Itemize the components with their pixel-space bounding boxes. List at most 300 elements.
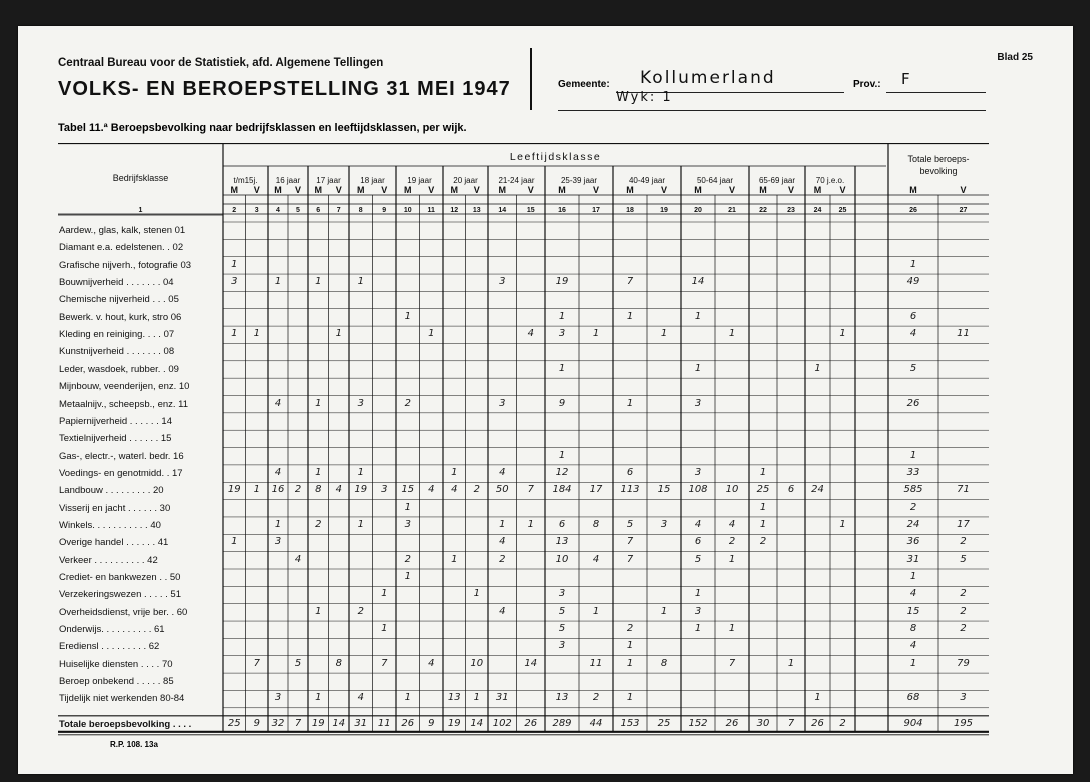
cell-value: 1: [253, 328, 260, 340]
cell-value: 1: [660, 605, 668, 617]
row-label: Leder, wasdoek, rubber. . 09: [59, 363, 179, 375]
age-group-label: 21-24 jaar: [498, 176, 535, 185]
cell-value: 1: [499, 518, 506, 530]
total-cell-value: 26: [725, 717, 739, 729]
cell-value: 3: [558, 328, 566, 340]
cell-value: 1: [404, 310, 411, 322]
row-label: Grafische nijverh., fotografie 03: [59, 259, 192, 271]
female-col-label: V: [335, 185, 342, 195]
cell-value: 1: [592, 605, 600, 617]
male-col-label: M: [314, 185, 322, 195]
cell-value: 3: [381, 484, 388, 496]
row-label: Overheidsdienst, vrije ber. . 60: [59, 606, 188, 618]
column-number: 25: [838, 207, 847, 214]
cell-value: 1: [728, 328, 736, 340]
cell-value: 1: [357, 276, 364, 288]
cell-value: 1: [315, 397, 322, 409]
cell-value: 4: [694, 518, 702, 530]
column-number: 22: [759, 207, 767, 214]
column-number: 27: [959, 207, 968, 214]
female-col-label: V: [294, 185, 302, 195]
cell-value: 4: [909, 588, 917, 600]
cell-value: 1: [814, 692, 821, 704]
cell-value: 5: [558, 605, 566, 617]
row-label: Voedings- en genotmidd. . 17: [59, 467, 183, 479]
cell-value: 1: [357, 518, 364, 530]
cell-value: 16: [271, 484, 285, 496]
column-number: 14: [498, 207, 507, 214]
age-group-label: 16 jaar: [275, 176, 301, 185]
cell-value: 10: [470, 657, 484, 669]
cell-value: 1: [381, 588, 388, 600]
organization-header: Centraal Bureau voor de Statistiek, afd. Algemene Tellingen: [58, 57, 384, 69]
age-group-label: 25-39 jaar: [560, 176, 598, 185]
cell-value: 1: [558, 449, 566, 461]
total-cell-value: 9: [253, 717, 260, 729]
cell-value: 2: [960, 536, 967, 548]
cell-value: 6: [558, 518, 566, 530]
cell-value: 585: [903, 484, 923, 496]
cell-value: 2: [357, 605, 364, 617]
female-col-label: V: [253, 185, 260, 195]
row-label: Erediensl . . . . . . . . . 62: [59, 641, 160, 653]
cell-value: 9: [558, 397, 566, 409]
column-number: 16: [558, 207, 566, 214]
cell-value: 1: [759, 501, 767, 513]
column-number: 21: [728, 207, 736, 214]
cell-value: 3: [499, 276, 506, 288]
cell-value: 1: [694, 623, 702, 635]
row-label: Landbouw . . . . . . . . . 20: [59, 485, 164, 497]
female-col-label: V: [660, 185, 668, 195]
cell-value: 2: [728, 536, 736, 548]
column-number: 17: [592, 207, 600, 214]
row-label: Visserij en jacht . . . . . . 30: [59, 502, 171, 514]
cell-value: 6: [694, 536, 702, 548]
male-col-label: M: [626, 185, 634, 195]
female-col-label: V: [473, 185, 480, 195]
cell-value: 1: [404, 501, 411, 513]
cell-value: 3: [404, 518, 411, 530]
cell-value: 7: [728, 657, 736, 669]
cell-value: 1: [626, 657, 634, 669]
table-title: Tabel 11.ª Beroepsbevolking naar bedrijfsklassen en leeftijdsklassen, per wijk.: [58, 122, 467, 134]
cell-value: 3: [357, 397, 364, 409]
row-label: Gas-, electr.-, waterl. bedr. 16: [59, 450, 184, 462]
male-col-label: M: [813, 185, 822, 195]
cell-value: 15: [657, 484, 671, 496]
total-cell-value: 44: [589, 717, 603, 729]
age-group-label: 40-49 jaar: [628, 176, 666, 185]
form-code: R.P. 108. 13a: [110, 740, 158, 749]
column-number: 15: [526, 207, 535, 214]
cell-value: 1: [428, 328, 435, 340]
cell-value: 4: [909, 640, 917, 652]
cell-value: 17: [957, 518, 970, 530]
cell-value: 1: [404, 692, 411, 704]
cell-value: 2: [759, 536, 767, 548]
row-label: Aardew., glas, kalk, stenen 01: [59, 225, 186, 236]
cell-value: 6: [909, 310, 917, 322]
male-col-label: M: [357, 185, 365, 195]
age-group-label: 19 jaar: [407, 176, 432, 185]
cell-value: 6: [626, 466, 634, 478]
cell-value: 31: [495, 692, 509, 704]
cell-value: 12: [555, 466, 569, 478]
cell-value: 1: [253, 484, 260, 496]
cell-value: 3: [274, 692, 282, 704]
female-col-label: V: [839, 185, 846, 195]
column-number: 10: [403, 207, 412, 214]
cell-value: 1: [909, 258, 917, 270]
cell-value: 1: [660, 328, 668, 340]
row-label: Diamant e.a. edelstenen. . 02: [59, 242, 184, 254]
cell-value: 1: [335, 328, 342, 340]
cell-value: 3: [694, 466, 702, 478]
column-number: 19: [660, 207, 668, 214]
row-label: Winkels. . . . . . . . . . . 40: [59, 519, 161, 531]
total-cell-value: 19: [447, 717, 461, 729]
cell-value: 50: [495, 484, 509, 496]
cell-value: 1: [787, 657, 795, 669]
column-number: 9: [382, 207, 387, 214]
cell-value: 2: [960, 623, 967, 635]
column-number: 6: [316, 207, 321, 214]
cell-value: 10: [555, 553, 569, 565]
cell-value: 1: [315, 276, 322, 288]
cell-value: 7: [253, 657, 260, 669]
male-col-label: M: [230, 185, 238, 195]
row-label: Bewerk. v. hout, kurk, stro 06: [59, 311, 182, 323]
column-number: 3: [254, 207, 259, 214]
column-number: 18: [626, 207, 634, 214]
row-label: Bouwnijverheid . . . . . . . 04: [59, 277, 174, 289]
row-label: Mijnbouw, veenderijen, enz. 10: [59, 381, 190, 393]
male-col-label: M: [759, 185, 767, 195]
row-label: Papiernijverheid . . . . . . 14: [59, 415, 173, 427]
cell-value: 3: [558, 588, 566, 600]
cell-value: 5: [694, 553, 702, 565]
cell-value: 1: [315, 605, 322, 617]
cell-value: 1: [315, 466, 322, 478]
female-col-label: V: [592, 185, 600, 195]
female-col-label: V: [527, 185, 534, 195]
total-cell-value: 904: [903, 717, 923, 729]
column-number: 4: [276, 207, 280, 214]
cell-value: 1: [357, 466, 364, 478]
row-label: Verkeer . . . . . . . . . . 42: [59, 554, 158, 566]
census-table: [58, 143, 989, 738]
province-label: Prov.:: [853, 79, 881, 90]
cell-value: 1: [274, 276, 282, 288]
cell-value: 4: [499, 466, 506, 478]
cell-value: 13: [555, 692, 569, 704]
row-label: Tijdelijk niet werkenden 80-84: [59, 693, 185, 705]
header-divider: [530, 48, 532, 110]
cell-value: 1: [694, 588, 702, 600]
cell-value: 7: [381, 657, 388, 669]
cell-value: 79: [957, 657, 970, 669]
cell-value: 11: [957, 328, 970, 340]
row-label: Huiselijke diensten . . . . 70: [59, 658, 173, 670]
cell-value: 15: [401, 484, 415, 496]
cell-value: 19: [354, 484, 368, 496]
cell-value: 3: [660, 518, 668, 530]
cell-value: 1: [231, 328, 238, 340]
total-row-label: Totale beroepsbevolking . . . .: [59, 718, 192, 730]
cell-value: 3: [960, 692, 967, 704]
cell-value: 3: [274, 536, 282, 548]
cell-value: 24: [906, 518, 920, 530]
cell-value: 1: [473, 588, 480, 600]
age-group-label: 18 jaar: [360, 176, 385, 185]
male-col-label: M: [450, 185, 458, 195]
cell-value: 1: [728, 553, 736, 565]
male-col-label: M: [274, 185, 282, 195]
cell-value: 1: [839, 328, 846, 340]
wijk-underline: [558, 110, 986, 111]
total-cell-value: 32: [271, 717, 285, 729]
column-number: 23: [787, 207, 795, 214]
female-col-label: V: [728, 185, 736, 195]
cell-value: 1: [626, 692, 634, 704]
cell-value: 1: [558, 310, 566, 322]
row-label: Onderwijs. . . . . . . . . . 61: [59, 624, 165, 636]
gemeente-label: Gemeente:: [558, 79, 610, 90]
cell-value: 1: [473, 692, 480, 704]
cell-value: 1: [909, 449, 917, 461]
cell-value: 4: [728, 518, 736, 530]
cell-value: 8: [335, 657, 342, 669]
male-col-label: M: [498, 185, 506, 195]
cell-value: 5: [626, 518, 634, 530]
cell-value: 4: [499, 536, 506, 548]
total-cell-value: 7: [787, 717, 795, 729]
row-header-label: Bedrijfsklasse: [112, 173, 169, 183]
cell-value: 2: [404, 397, 411, 409]
province-value: F: [901, 70, 910, 88]
column-number: 5: [296, 207, 300, 214]
cell-value: 1: [694, 362, 702, 374]
cell-value: 33: [906, 466, 920, 478]
column-number: 20: [694, 207, 702, 214]
cell-value: 5: [960, 553, 967, 565]
cell-value: 15: [906, 605, 920, 617]
total-cell-value: 289: [552, 717, 572, 729]
cell-value: 2: [626, 623, 634, 635]
total-cell-value: 26: [524, 717, 538, 729]
cell-value: 113: [620, 484, 640, 496]
cell-value: 6: [787, 484, 795, 496]
cell-value: 68: [906, 692, 920, 704]
cell-value: 2: [960, 605, 967, 617]
cell-value: 19: [227, 484, 241, 496]
row-label: Metaalnijv., scheepsb., enz. 11: [59, 398, 189, 410]
column-number: 7: [336, 207, 341, 214]
total-cell-value: 2: [839, 717, 846, 729]
cell-value: 1: [381, 623, 388, 635]
cell-value: 26: [906, 397, 920, 409]
female-col-label: V: [787, 185, 795, 195]
age-group-label: 65-69 jaar: [758, 176, 796, 185]
cell-value: 1: [626, 397, 634, 409]
total-cell-value: 102: [492, 717, 512, 729]
cell-value: 1: [909, 657, 917, 669]
female-col-label: V: [960, 185, 967, 195]
cell-value: 4: [294, 553, 302, 565]
cell-value: 1: [694, 310, 702, 322]
total-cell-value: 9: [428, 717, 435, 729]
cell-value: 7: [527, 484, 534, 496]
cell-value: 7: [626, 276, 634, 288]
total-cell-value: 7: [294, 717, 302, 729]
row-label: Beroep onbekend . . . . . 85: [59, 676, 174, 688]
cell-value: 1: [759, 518, 767, 530]
cell-value: 1: [404, 571, 411, 582]
cell-value: 14: [524, 657, 538, 669]
female-col-label: V: [428, 185, 435, 195]
cell-value: 7: [626, 536, 634, 548]
cell-value: 13: [555, 536, 569, 548]
cell-value: 1: [315, 692, 322, 704]
cell-value: 4: [451, 484, 458, 496]
cell-value: 13: [447, 692, 461, 704]
total-cell-value: 195: [953, 717, 974, 729]
total-cell-value: 26: [401, 717, 415, 729]
cell-value: 4: [428, 657, 435, 669]
cell-value: 5: [558, 623, 566, 635]
total-cell-value: 25: [227, 717, 241, 729]
row-label: Verzekeringswezen . . . . . 51: [59, 589, 181, 601]
row-header-number: 1: [138, 207, 143, 214]
cell-value: 71: [957, 484, 970, 496]
age-group-label: 50-64 jaar: [696, 176, 734, 185]
cell-value: 4: [909, 328, 917, 340]
row-label: Kleding en reiniging. . . . 07: [59, 329, 175, 341]
total-cell-value: 14: [332, 717, 346, 729]
cell-value: 5: [909, 362, 917, 374]
cell-value: 2: [404, 553, 411, 565]
age-group-label: 17 jaar: [316, 176, 341, 185]
cell-value: 8: [592, 518, 600, 530]
cell-value: 24: [811, 484, 824, 496]
age-group-label: 20 jaar: [453, 176, 478, 185]
age-group-label: 70 j.e.o.: [815, 176, 845, 185]
cell-value: 5: [294, 657, 302, 669]
cell-value: 36: [906, 536, 920, 548]
cell-value: 3: [694, 397, 702, 409]
row-label: Chemische nijverheid . . . 05: [59, 294, 179, 306]
cell-value: 1: [839, 518, 846, 530]
cell-value: 2: [294, 484, 302, 496]
cell-value: 3: [231, 276, 238, 288]
row-label: Textielnijverheid . . . . . . 15: [59, 433, 172, 445]
total-cell-value: 153: [620, 717, 640, 729]
cell-value: 8: [909, 623, 917, 635]
cell-value: 2: [960, 588, 967, 600]
cell-value: 2: [473, 484, 480, 496]
cell-value: 1: [451, 553, 458, 565]
cell-value: 1: [626, 310, 634, 322]
female-col-label: V: [381, 185, 388, 195]
total-cell-value: 19: [311, 717, 325, 729]
cell-value: 4: [592, 553, 600, 565]
cell-value: 4: [527, 328, 534, 340]
cell-value: 1: [558, 362, 566, 374]
male-col-label: M: [694, 185, 702, 195]
cell-value: 4: [428, 484, 435, 496]
total-cell-value: 26: [811, 717, 824, 729]
cell-value: 1: [231, 536, 238, 548]
total-cell-value: 30: [756, 717, 770, 729]
cell-value: 14: [691, 276, 705, 288]
cell-value: 2: [909, 501, 917, 513]
row-label: Kunstnijverheid . . . . . . . 08: [59, 346, 175, 358]
table-grid: [58, 143, 989, 738]
cell-value: 1: [451, 466, 458, 478]
cell-value: 7: [626, 553, 634, 565]
row-label: Crediet- en bankwezen . . 50: [59, 572, 181, 583]
cell-value: 2: [592, 692, 600, 704]
cell-value: 4: [335, 484, 342, 496]
column-number: 13: [472, 207, 481, 214]
male-col-label: M: [909, 185, 917, 195]
gemeente-value: Kollumerland: [640, 68, 776, 88]
cell-value: 184: [552, 484, 572, 496]
total-cell-value: 25: [657, 717, 671, 729]
province-underline: [886, 92, 986, 93]
cell-value: 8: [660, 657, 668, 669]
cell-value: 4: [274, 397, 282, 409]
cell-value: 4: [274, 466, 282, 478]
form-title: VOLKS- EN BEROEPSTELLING 31 MEI 1947: [58, 78, 511, 100]
cell-value: 8: [315, 484, 322, 496]
cell-value: 11: [589, 657, 603, 669]
cell-value: 2: [315, 518, 322, 530]
total-cell-value: 152: [688, 717, 708, 729]
row-label: Overige handel . . . . . . 41: [59, 537, 169, 549]
total-header: Totale beroeps-bevolking: [907, 154, 970, 176]
cell-value: 3: [694, 605, 702, 617]
total-cell-value: 31: [354, 717, 368, 729]
age-group-header: Leeftijdsklasse: [509, 151, 602, 163]
column-number: 2: [232, 207, 237, 214]
cell-value: 1: [759, 466, 767, 478]
cell-value: 1: [626, 640, 634, 652]
cell-value: 10: [725, 484, 739, 496]
column-number: 12: [450, 207, 459, 214]
cell-value: 1: [274, 518, 282, 530]
cell-value: 108: [688, 484, 708, 496]
cell-value: 49: [906, 276, 920, 288]
cell-value: 1: [728, 623, 736, 635]
cell-value: 4: [357, 692, 364, 704]
cell-value: 3: [499, 397, 506, 409]
column-number: 24: [813, 207, 822, 214]
male-col-label: M: [404, 185, 412, 195]
cell-value: 19: [555, 276, 569, 288]
cell-value: 1: [231, 258, 238, 270]
cell-value: 17: [589, 484, 603, 496]
cell-value: 2: [499, 553, 506, 565]
total-cell-value: 11: [377, 717, 391, 729]
cell-value: 3: [558, 640, 566, 652]
cell-value: 1: [814, 362, 821, 374]
wijk-value: Wyk: 1: [616, 90, 673, 105]
page-number: Blad 25: [997, 52, 1033, 63]
census-form-sheet: [18, 26, 1073, 774]
cell-value: 25: [756, 484, 770, 496]
